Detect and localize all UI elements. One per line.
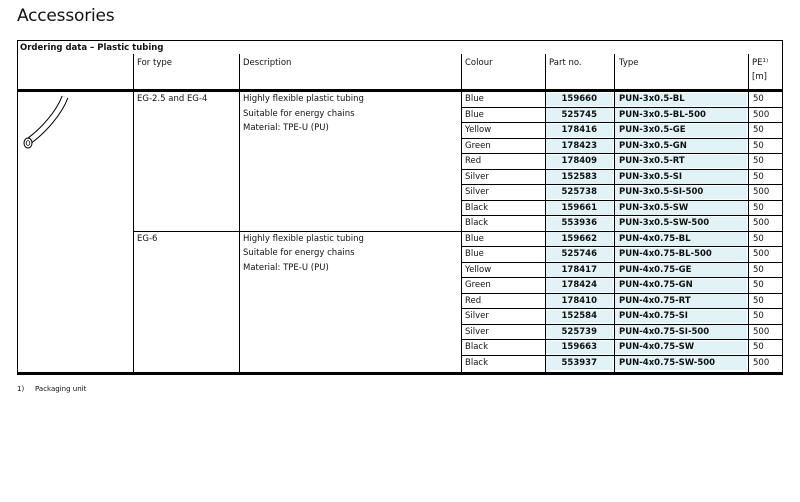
pe-cell: 500: [753, 357, 770, 368]
pe-cell: 500: [753, 218, 770, 228]
type-cell: PUN-4x0.75-SW-500: [619, 357, 716, 368]
description-line: Suitable for energy chains: [243, 248, 355, 258]
description-line: Material: TPE-U (PU): [243, 123, 329, 133]
colour-cell: Black: [465, 218, 488, 228]
footnote: [17, 385, 86, 393]
type-cell: PUN-3x0.5-RT: [619, 156, 685, 166]
type-cell: PUN-3x0.5-GE: [619, 125, 686, 135]
pe-cell: 50: [753, 311, 764, 321]
table-bottom-rule: [17, 372, 783, 375]
type-cell: PUN-3x0.5-BL: [619, 94, 685, 104]
type-cell: PUN-3x0.5-SW: [619, 202, 689, 213]
pe-cell: 50: [753, 171, 764, 182]
header-pe: [752, 58, 768, 68]
type-cell: PUN-4x0.75-SW: [619, 342, 695, 352]
description-line: Highly flexible plastic tubing: [243, 94, 364, 104]
part-no-cell: 178416: [561, 125, 597, 135]
pe-cell: 50: [753, 295, 764, 306]
pe-cell: 500: [753, 326, 770, 337]
header-part-no: Part no.: [549, 58, 582, 68]
pe-cell: 50: [753, 233, 764, 244]
part-no-cell: 525738: [561, 187, 597, 197]
type-cell: PUN-3x0.5-SW-500: [619, 218, 710, 228]
col-line-for-type: [133, 54, 134, 375]
description-line: Highly flexible plastic tubing: [243, 233, 364, 244]
description-line: Material: TPE-U (PU): [243, 262, 329, 273]
header-pe-label: PE: [752, 58, 763, 68]
type-cell: PUN-4x0.75-GE: [619, 264, 692, 275]
type-cell: PUN-3x0.5-SI: [619, 171, 683, 182]
part-no-cell: 178424: [561, 280, 597, 290]
part-no-cell: 178423: [561, 140, 597, 151]
header-pe-footnote: 1): [762, 58, 769, 64]
type-cell: PUN-3x0.5-GN: [619, 140, 687, 151]
pe-cell: 50: [753, 94, 764, 104]
colour-cell: Silver: [465, 171, 489, 182]
description-line: Suitable for energy chains: [243, 108, 355, 119]
part-no-cell: 178409: [561, 156, 597, 166]
type-cell: PUN-4x0.75-SI: [619, 311, 688, 321]
colour-cell: Yellow: [465, 125, 492, 135]
part-no-cell: 525746: [561, 249, 597, 259]
type-cell: PUN-4x0.75-SI-500: [619, 326, 710, 337]
header-for-type: For type: [137, 58, 172, 68]
pe-cell: 50: [753, 202, 764, 213]
header-description: Description: [243, 58, 292, 68]
part-no-cell: 178410: [561, 295, 597, 306]
part-no-cell: 159663: [561, 342, 597, 352]
part-no-cell: 525739: [561, 326, 597, 337]
part-no-cell: 553937: [561, 357, 597, 368]
colour-cell: Black: [465, 202, 488, 213]
colour-cell: Green: [465, 280, 491, 290]
colour-cell: Blue: [465, 249, 484, 259]
pe-cell: 500: [753, 249, 770, 259]
colour-cell: Silver: [465, 187, 489, 197]
pe-cell: 50: [753, 342, 764, 352]
pe-cell: 50: [753, 264, 764, 275]
type-cell: PUN-4x0.75-GN: [619, 280, 693, 290]
colour-cell: Black: [465, 342, 488, 352]
part-no-cell: 178417: [561, 264, 597, 275]
part-no-cell: 553936: [561, 218, 597, 228]
part-no-cell: 159660: [561, 94, 597, 104]
colour-cell: Blue: [465, 233, 484, 244]
colour-cell: Blue: [465, 94, 484, 104]
part-no-cell: 152583: [561, 171, 597, 182]
colour-cell: Red: [465, 156, 482, 166]
pe-cell: 50: [753, 156, 764, 166]
type-cell: PUN-3x0.5-BL-500: [619, 109, 706, 120]
pe-cell: 50: [753, 125, 764, 135]
part-no-cell: 159661: [561, 202, 597, 213]
type-cell: PUN-3x0.5-SI-500: [619, 187, 704, 197]
header-pe-unit: [m]: [752, 72, 767, 82]
pe-cell: 500: [753, 109, 770, 120]
for-type-cell: EG-2.5 and EG-4: [137, 94, 208, 104]
type-cell: PUN-4x0.75-BL-500: [619, 249, 712, 259]
header-colour: Colour: [465, 58, 493, 68]
colour-cell: Yellow: [465, 264, 492, 275]
part-no-cell: 152584: [561, 311, 597, 321]
plastic-tubing-icon: [21, 95, 69, 157]
part-no-cell: 525745: [561, 109, 597, 120]
colour-cell: Red: [465, 295, 482, 306]
col-line-description: [239, 54, 240, 375]
table-top-rule: [17, 40, 783, 41]
footnote-text: Packaging unit: [35, 385, 87, 393]
colour-cell: Green: [465, 140, 491, 151]
colour-cell: Silver: [465, 311, 489, 321]
type-cell: PUN-4x0.75-BL: [619, 233, 691, 244]
colour-cell: Blue: [465, 109, 484, 120]
section-title: Ordering data – Plastic tubing: [20, 43, 164, 53]
page-title: Accessories: [17, 6, 115, 26]
footnote-number: 1): [17, 385, 25, 393]
part-no-cell: 159662: [561, 233, 597, 244]
colour-cell: Black: [465, 357, 488, 368]
type-cell: PUN-4x0.75-RT: [619, 295, 691, 306]
pe-cell: 50: [753, 140, 764, 151]
pe-cell: 50: [753, 280, 764, 290]
for-type-cell: EG-6: [137, 233, 158, 244]
pe-cell: 500: [753, 187, 770, 197]
colour-cell: Silver: [465, 326, 489, 337]
header-type: Type: [619, 58, 639, 68]
